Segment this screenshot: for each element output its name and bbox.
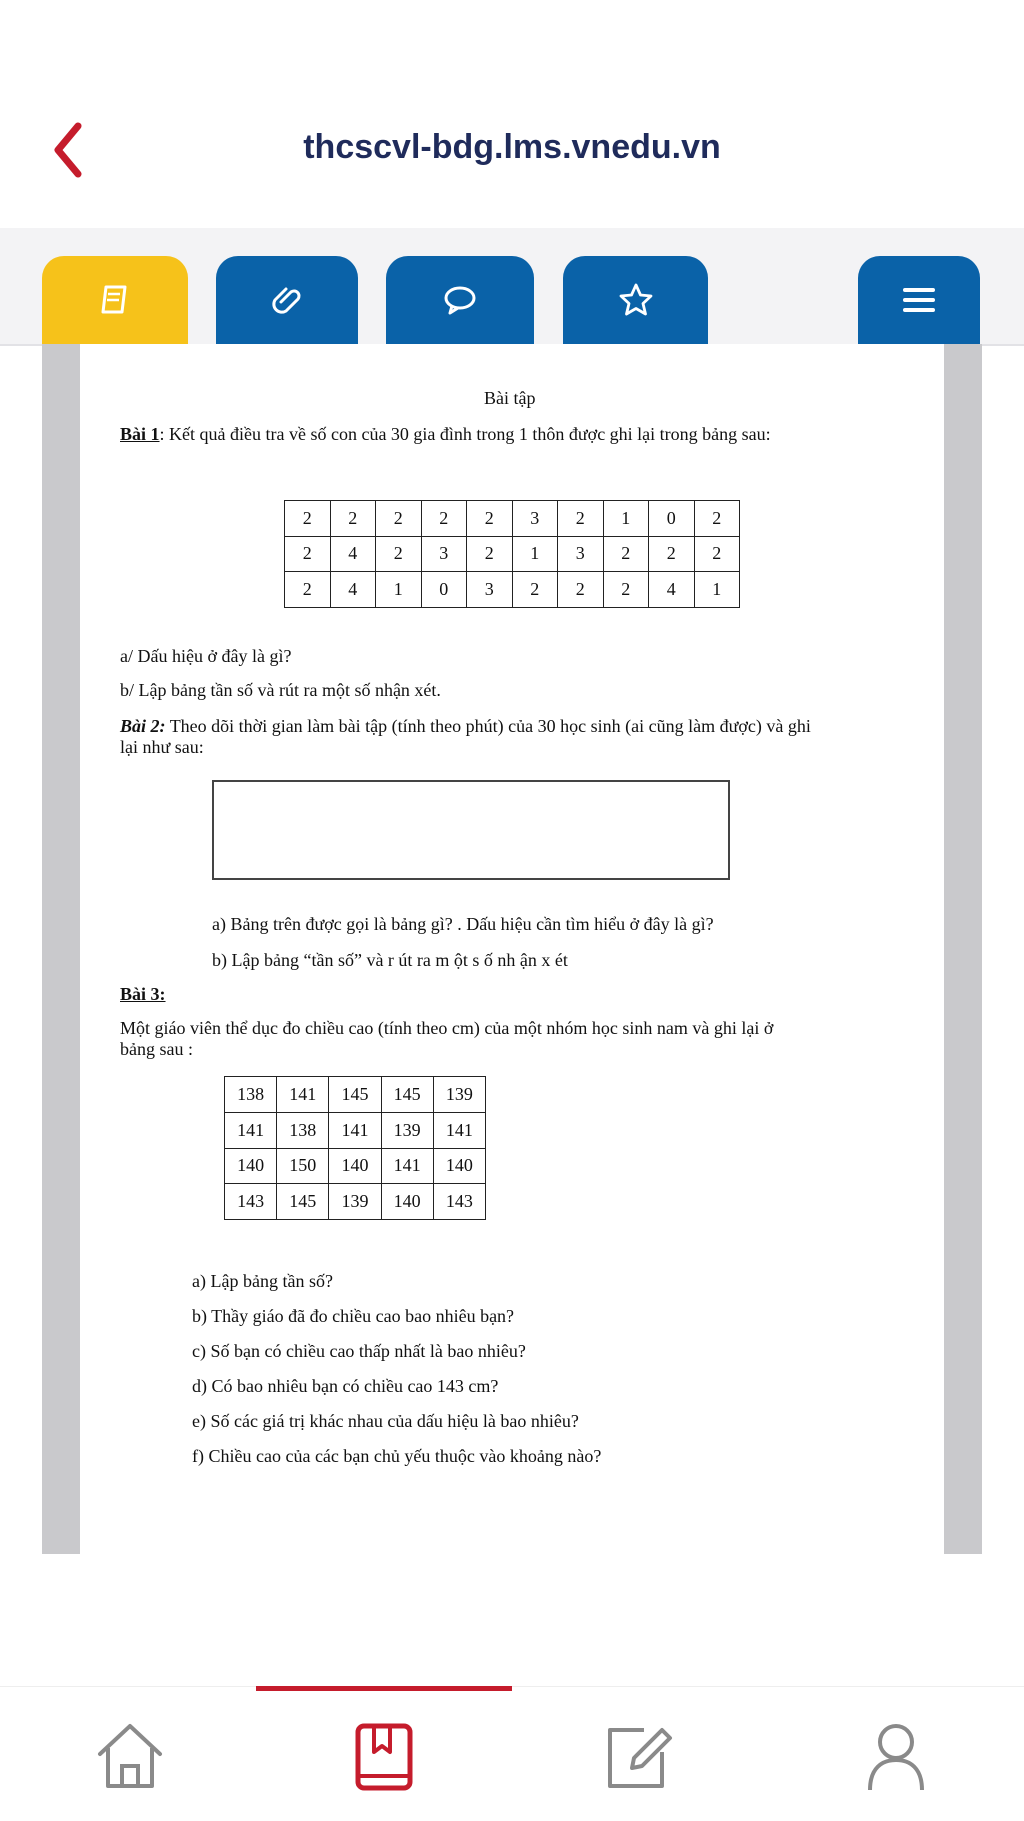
- bai1-table-cell: 1: [603, 501, 649, 537]
- bai1-table: [284, 500, 740, 608]
- bookmark-book-icon[interactable]: [346, 1718, 422, 1794]
- bai1-table-cell: 2: [376, 501, 422, 537]
- tab-book[interactable]: [42, 256, 188, 344]
- bai3-table-cell: 138: [277, 1112, 329, 1148]
- bai3-label: Bài 3:: [120, 984, 166, 1004]
- bai3-question: e) Số các giá trị khác nhau của dấu hiệu là bao nhiêu?: [192, 1411, 579, 1431]
- bai1-table-cell: 2: [330, 501, 376, 537]
- bai3-table-cell: 140: [381, 1184, 433, 1220]
- tab-menu[interactable]: [858, 256, 980, 344]
- bai3-table-cell: 141: [225, 1112, 277, 1148]
- bai3-table-cell: 150: [277, 1148, 329, 1184]
- bai1-table-cell: 3: [512, 501, 558, 537]
- bai3-text-line1: Một giáo viên thể dục đo chiều cao (tính theo cm) của một nhóm học sinh nam và ghi lại ở: [120, 1018, 774, 1038]
- bai1-table-cell: 1: [694, 572, 740, 608]
- bai1-table-cell: 2: [512, 572, 558, 608]
- bai3-table-cell: 141: [433, 1112, 485, 1148]
- bai2-label: Bài 2:: [120, 716, 166, 736]
- bai1-table-cell: 4: [330, 536, 376, 572]
- bai1-table-row: [285, 501, 740, 537]
- bai1-table-cell: 4: [649, 572, 695, 608]
- bai3-table-cell: 139: [433, 1077, 485, 1113]
- bai3-table-cell: 145: [329, 1077, 381, 1113]
- bai3-table-cell: 141: [381, 1148, 433, 1184]
- bai3-table-cell: 143: [225, 1184, 277, 1220]
- bai3-table-row: [225, 1112, 486, 1148]
- document-page: [80, 344, 944, 1554]
- bai1-table-cell: 2: [558, 501, 604, 537]
- bai1-table-cell: 3: [467, 572, 513, 608]
- bai3-table-cell: 139: [381, 1112, 433, 1148]
- paperclip-icon: [269, 282, 305, 318]
- bai1-table-cell: 2: [467, 536, 513, 572]
- bai1-table-cell: 2: [558, 572, 604, 608]
- bai3-table-row: [225, 1184, 486, 1220]
- bai3-table-row: [225, 1077, 486, 1113]
- bai1-table-cell: 2: [376, 536, 422, 572]
- bai1-table-cell: 3: [558, 536, 604, 572]
- edit-icon[interactable]: [600, 1718, 676, 1794]
- bai3-table-cell: 141: [329, 1112, 381, 1148]
- bai3-table-cell: 140: [329, 1148, 381, 1184]
- book-icon: [97, 282, 133, 318]
- doc-title: Bài tập: [484, 388, 536, 408]
- bai2-text-line2: lại như sau:: [120, 737, 204, 757]
- bai1-intro: [120, 424, 920, 445]
- bai1-table-cell: 2: [603, 536, 649, 572]
- bai1-text: : Kết quả điều tra về số con của 30 gia đình trong 1 thôn được ghi lại trong bảng sau:: [159, 424, 771, 444]
- home-icon[interactable]: [92, 1718, 168, 1794]
- bai3-table-cell: 145: [277, 1184, 329, 1220]
- bai3-table-cell: 143: [433, 1184, 485, 1220]
- tab-comments[interactable]: [386, 256, 534, 344]
- bai1-table-cell: 2: [285, 501, 331, 537]
- bai3-questions: [192, 1264, 601, 1474]
- bai3-table-cell: 141: [277, 1077, 329, 1113]
- bai2-question-a: a) Bảng trên được gọi là bảng gì? . Dấu hiệu cần tìm hiểu ở đây là gì?: [212, 914, 714, 934]
- bai3-table-cell: 145: [381, 1077, 433, 1113]
- bai2-text-line1: Theo dõi thời gian làm bài tập (tính theo phút) của 30 học sinh (ai cũng làm được) và ghi: [165, 716, 811, 736]
- bai3-question: b) Thầy giáo đã đo chiều cao bao nhiêu bạn?: [192, 1306, 515, 1326]
- bai1-table-cell: 2: [603, 572, 649, 608]
- bai1-table-cell: 3: [421, 536, 467, 572]
- bai1-table-cell: 1: [376, 572, 422, 608]
- bai1-table-row: [285, 536, 740, 572]
- bai1-question-b: b/ Lập bảng tần số và rút ra một số nhận xét.: [120, 680, 441, 700]
- bai1-table-cell: 2: [694, 501, 740, 537]
- bai2-intro: [120, 716, 920, 758]
- user-icon[interactable]: [858, 1718, 934, 1794]
- bai3-intro: [120, 1018, 920, 1060]
- bai3-text-line2: bảng sau :: [120, 1039, 193, 1059]
- bai3-question: c) Số bạn có chiều cao thấp nhất là bao nhiêu?: [192, 1341, 526, 1361]
- top-bar: [0, 0, 1024, 228]
- bai1-table-cell: 2: [285, 572, 331, 608]
- bai3-table-cell: 138: [225, 1077, 277, 1113]
- bai1-question-a: a/ Dấu hiệu ở đây là gì?: [120, 646, 292, 666]
- tab-favorites[interactable]: [563, 256, 708, 344]
- bai3-table-cell: 140: [433, 1148, 485, 1184]
- bai1-table-cell: 4: [330, 572, 376, 608]
- bai1-table-cell: 2: [649, 536, 695, 572]
- bai1-table-row: [285, 572, 740, 608]
- active-tab-indicator: [256, 1686, 512, 1691]
- bai1-table-cell: 0: [421, 572, 467, 608]
- bai3-question: d) Có bao nhiêu bạn có chiều cao 143 cm?: [192, 1376, 499, 1396]
- bai3-table-row: [225, 1148, 486, 1184]
- menu-icon: [901, 282, 937, 318]
- bai1-label: Bài 1: [120, 424, 160, 444]
- bai2-question-b: b) Lập bảng “tần số” và r út ra m ột s ố nh ận x ét: [212, 950, 568, 970]
- bai3-table-cell: 139: [329, 1184, 381, 1220]
- bai3-table: [224, 1076, 486, 1220]
- comment-icon: [442, 282, 478, 318]
- bai3-question: a) Lập bảng tần số?: [192, 1271, 333, 1291]
- tab-attachments[interactable]: [216, 256, 358, 344]
- bai1-table-cell: 2: [285, 536, 331, 572]
- bai3-question: f) Chiều cao của các bạn chủ yếu thuộc vào khoảng nào?: [192, 1446, 602, 1466]
- site-url: thcscvl-bdg.lms.vnedu.vn: [303, 128, 721, 166]
- bai1-table-cell: 2: [421, 501, 467, 537]
- star-icon: [618, 282, 654, 318]
- bai2-data-box: [212, 780, 730, 880]
- bai1-table-cell: 0: [649, 501, 695, 537]
- bai1-table-cell: 2: [694, 536, 740, 572]
- bai1-table-cell: 1: [512, 536, 558, 572]
- bai3-table-cell: 140: [225, 1148, 277, 1184]
- bai1-table-cell: 2: [467, 501, 513, 537]
